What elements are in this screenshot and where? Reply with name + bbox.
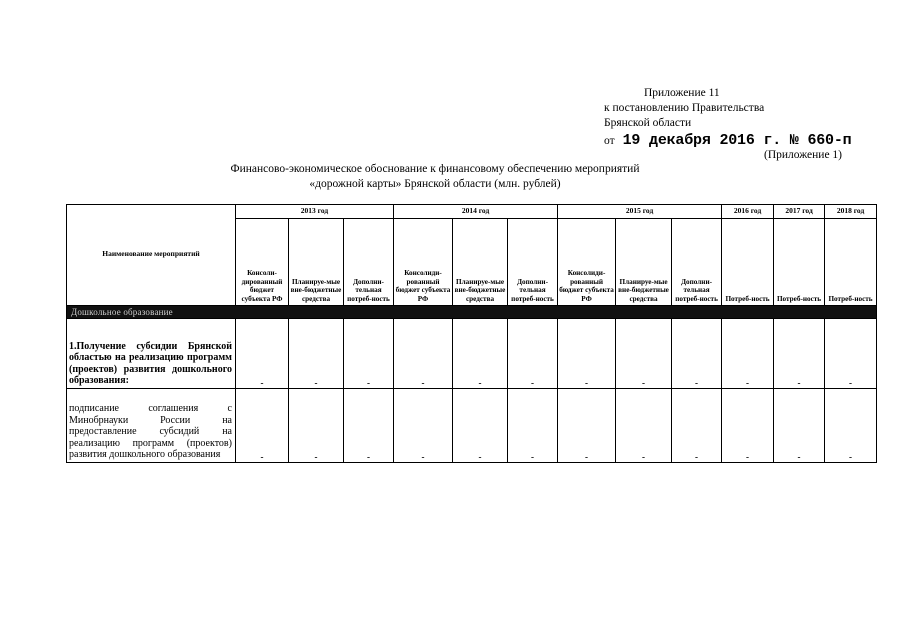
table-cell: - (344, 389, 394, 463)
appendix-date-line (604, 133, 851, 149)
table-row (67, 389, 877, 463)
table-cell: - (236, 389, 289, 463)
finance-table (66, 204, 877, 463)
table-cell: - (825, 319, 877, 389)
subheader-need-2016: Потреб-ность (722, 219, 774, 306)
appendix-block (604, 86, 851, 163)
appendix-number: Приложение 11 (644, 87, 720, 99)
appendix-resolution: к постановлению Правительства (604, 102, 765, 114)
document-title (150, 162, 720, 192)
table-cell: - (289, 389, 344, 463)
table-cell: - (508, 389, 558, 463)
table-cell: - (344, 319, 394, 389)
year-2018-header: 2018 год (825, 205, 877, 219)
subheader-additional-2015: Дополни-тельная потреб-ность (672, 219, 722, 306)
subheader-consolidated-2014: Консолиди-рованный бюджет субъекта РФ (394, 219, 453, 306)
subheader-additional-2013: Дополни-тельная потреб-ность (344, 219, 394, 306)
year-header-row (67, 205, 877, 219)
table-cell: - (394, 319, 453, 389)
subheader-planned-2013: Планируе-мые вне-бюджетные средства (289, 219, 344, 306)
subheader-need-2017: Потреб-ность (774, 219, 825, 306)
subheader-consolidated-2013: Консоли-дированный бюджет субъекта РФ (236, 219, 289, 306)
subheader-need-2018: Потреб-ность (825, 219, 877, 306)
date-stamp: 19 декабря 2016 г. № 660-п (622, 132, 852, 149)
table-cell: - (825, 389, 877, 463)
table-cell: - (722, 389, 774, 463)
table-cell: - (722, 319, 774, 389)
table-cell: - (508, 319, 558, 389)
table-cell: - (289, 319, 344, 389)
title-line-2: «дорожной карты» Брянской области (млн. рублей) (309, 178, 561, 190)
table-cell: - (453, 389, 508, 463)
subheader-planned-2014: Планируе-мые вне-бюджетные средства (453, 219, 508, 306)
table-cell: - (774, 319, 825, 389)
date-prefix: от (604, 135, 615, 147)
table-row (67, 319, 877, 389)
name-column-header: Наименование мероприятий (67, 205, 236, 306)
year-2017-header: 2017 год (774, 205, 825, 219)
table-cell: - (616, 319, 672, 389)
section-band-label: Дошкольное образование (67, 306, 877, 319)
table-cell: - (774, 389, 825, 463)
table-cell: - (672, 319, 722, 389)
table-cell: - (558, 389, 616, 463)
year-2016-header: 2016 год (722, 205, 774, 219)
subheader-additional-2014: Дополни-тельная потреб-ность (508, 219, 558, 306)
table-cell: - (236, 319, 289, 389)
table-cell: - (558, 319, 616, 389)
subheader-consolidated-2015: Консолиди-рованный бюджет субъекта РФ (558, 219, 616, 306)
table-cell: - (394, 389, 453, 463)
title-line-1: Финансово-экономическое обоснование к финансовому обеспечению мероприятий (230, 163, 640, 175)
subheader-planned-2015: Планируе-мые вне-бюджетные средства (616, 219, 672, 306)
table-cell: - (453, 319, 508, 389)
year-2014-header: 2014 год (394, 205, 558, 219)
year-2013-header: 2013 год (236, 205, 394, 219)
appendix-region: Брянской области (604, 117, 692, 129)
table-cell: - (672, 389, 722, 463)
table-cell: - (616, 389, 672, 463)
row-label: 1.Получение субсидии Брянской областью на реализацию программ (проектов) развития дошкольного образования: (67, 319, 236, 389)
year-2015-header: 2015 год (558, 205, 722, 219)
section-band-row (67, 306, 877, 319)
row-label: подписание соглашения с Минобрнауки России на предоставление субсидий на реализацию программ (проектов) развития дошкольного образования (67, 389, 236, 463)
appendix-annex: (Приложение 1) (764, 149, 843, 161)
